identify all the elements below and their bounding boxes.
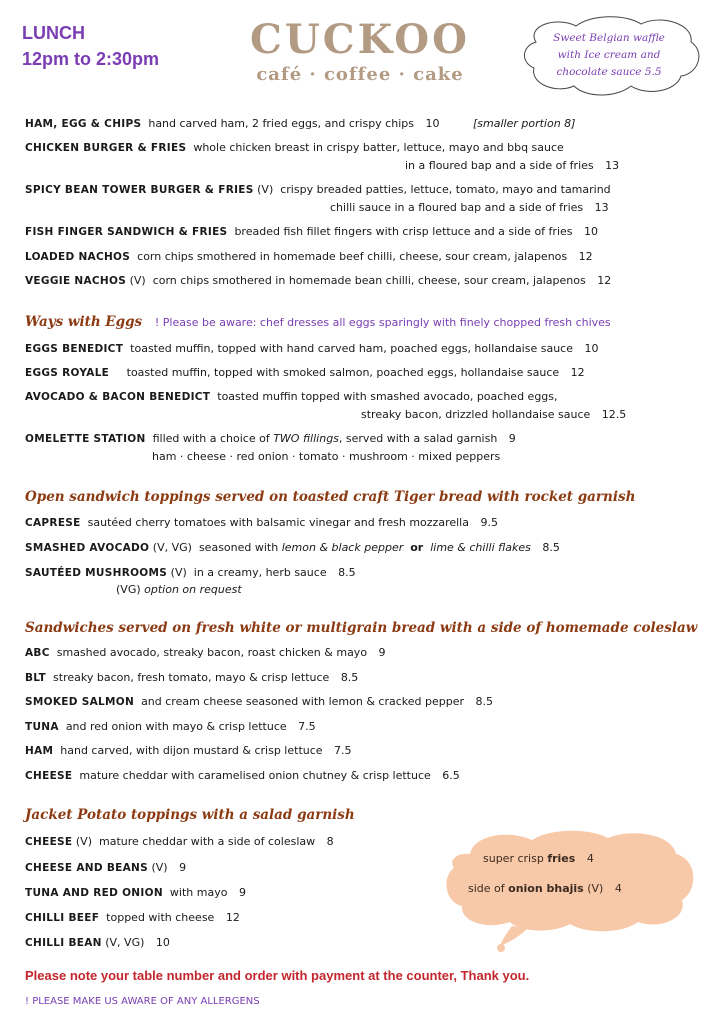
- menu-item-cheese-sandwich: CHEESE mature cheddar with caramelised onion chutney & crisp lettuce 6.5: [25, 769, 460, 782]
- omelette-fillings: ham · cheese · red onion · tomato · mushroom · mixed peppers: [152, 450, 501, 463]
- lunch-label: [22, 20, 159, 72]
- menu-item-jacket-tuna-onion: TUNA AND RED ONION with mayo 9: [25, 886, 246, 899]
- chives-note: ! Please be aware: chef dresses all eggs sparingly with finely chopped fresh chives: [154, 316, 611, 329]
- side-onion-bhajis: side of onion bhajis (V) 4: [468, 882, 622, 895]
- menu-item-ham-egg-chips: HAM, EGG & CHIPS hand carved ham, 2 fried eggs, and crispy chips 10 [smaller portion 8]: [25, 117, 576, 130]
- section-heading-jacket-potato: Jacket Potato toppings with a salad garnish: [25, 807, 355, 823]
- menu-item-loaded-nachos: LOADED NACHOS corn chips smothered in homemade beef chilli, cheese, sour cream, jalapenos 12: [25, 250, 593, 263]
- menu-item-avocado-bacon-benedict-line2: streaky bacon, drizzled hollandaise sauce 12.5: [361, 408, 627, 421]
- section-heading-sandwiches: Sandwiches served on fresh white or multigrain bread with a side of homemade coleslaw: [25, 620, 698, 636]
- menu-item-smoked-salmon: SMOKED SALMON and cream cheese seasoned with lemon & cracked pepper 8.5: [25, 695, 494, 708]
- order-at-counter-note: Please note your table number and order with payment at the counter, Thank you.: [25, 968, 530, 983]
- section-heading-eggs: Ways with Eggs ! Please be aware: chef dresses all eggs sparingly with finely chopped fresh chives: [25, 314, 611, 330]
- menu-item-blt: BLT streaky bacon, fresh tomato, mayo & crisp lettuce 8.5: [25, 671, 359, 684]
- menu-item-omelette-station: OMELETTE STATION filled with a choice of TWO fillings, served with a salad garnish 9: [25, 432, 516, 445]
- brand-logo: CUCKOO: [250, 16, 470, 63]
- menu-item-smashed-avocado: SMASHED AVOCADO (V, VG) seasoned with lemon & black pepper or lime & chilli flakes 8.5: [25, 541, 560, 554]
- menu-item-ham-sandwich: HAM hand carved, with dijon mustard & crisp lettuce 7.5: [25, 744, 352, 757]
- waffle-bubble-text: Sweet Belgian waffle with Ice cream and chocolate sauce 5.5: [553, 32, 665, 78]
- menu-item-jacket-cheese: CHEESE (V) mature cheddar with a side of coleslaw 8: [25, 835, 334, 848]
- menu-item-eggs-benedict: EGGS BENEDICT toasted muffin, topped with hand carved ham, poached eggs, hollandaise sauce 10: [25, 342, 599, 355]
- menu-item-tuna: TUNA and red onion with mayo & crisp lettuce 7.5: [25, 720, 316, 733]
- brand-tagline: café · coffee · cake: [256, 64, 464, 85]
- section-heading-open-sandwich: Open sandwich toppings served on toasted craft Tiger bread with rocket garnish: [25, 489, 636, 505]
- menu-item-chicken-burger: CHICKEN BURGER & FRIES whole chicken breast in crispy batter, lettuce, mayo and bbq sauce: [25, 141, 564, 154]
- vegan-option-note: (VG) option on request: [116, 583, 242, 596]
- side-fries: super crisp fries 4: [483, 852, 594, 865]
- lunch-hours: 12pm to 2:30pm: [22, 49, 160, 69]
- menu-item-veggie-nachos: VEGGIE NACHOS (V) corn chips smothered in homemade bean chilli, cheese, sour cream, jalapenos 12: [25, 274, 612, 287]
- lunch-title: LUNCH: [22, 23, 85, 43]
- menu-item-caprese: CAPRESE sautéed cherry tomatoes with balsamic vinegar and fresh mozzarella 9.5: [25, 516, 498, 529]
- menu-item-spicy-bean-burger-line2: chilli sauce in a floured bap and a side of fries 13: [330, 201, 609, 214]
- menu-item-jacket-chilli-bean: CHILLI BEAN (V, VG) 10: [25, 936, 170, 949]
- allergen-warning: ! PLEASE MAKE US AWARE OF ANY ALLERGENS: [25, 996, 260, 1007]
- menu-item-abc: ABC smashed avocado, streaky bacon, roast chicken & mayo 9: [25, 646, 386, 659]
- menu-item-jacket-chilli-beef: CHILLI BEEF topped with cheese 12: [25, 911, 240, 924]
- menu-item-sauteed-mushrooms: SAUTÉED MUSHROOMS (V) in a creamy, herb sauce 8.5: [25, 566, 356, 579]
- menu-item-fish-finger: FISH FINGER SANDWICH & FRIES breaded fish fillet fingers with crisp lettuce and a side of fries 10: [25, 225, 598, 238]
- menu-item-spicy-bean-burger: SPICY BEAN TOWER BURGER & FRIES (V) crispy breaded patties, lettuce, tomato, mayo and tamarind: [25, 183, 611, 196]
- menu-item-jacket-cheese-beans: CHEESE AND BEANS (V) 9: [25, 861, 187, 874]
- menu-item-chicken-burger-line2: in a floured bap and a side of fries 13: [405, 159, 620, 172]
- menu-item-avocado-bacon-benedict: AVOCADO & BACON BENEDICT toasted muffin topped with smashed avocado, poached eggs,: [25, 390, 558, 403]
- menu-item-eggs-royale: EGGS ROYALE toasted muffin, topped with smoked salmon, poached eggs, hollandaise sauce 12: [25, 366, 585, 379]
